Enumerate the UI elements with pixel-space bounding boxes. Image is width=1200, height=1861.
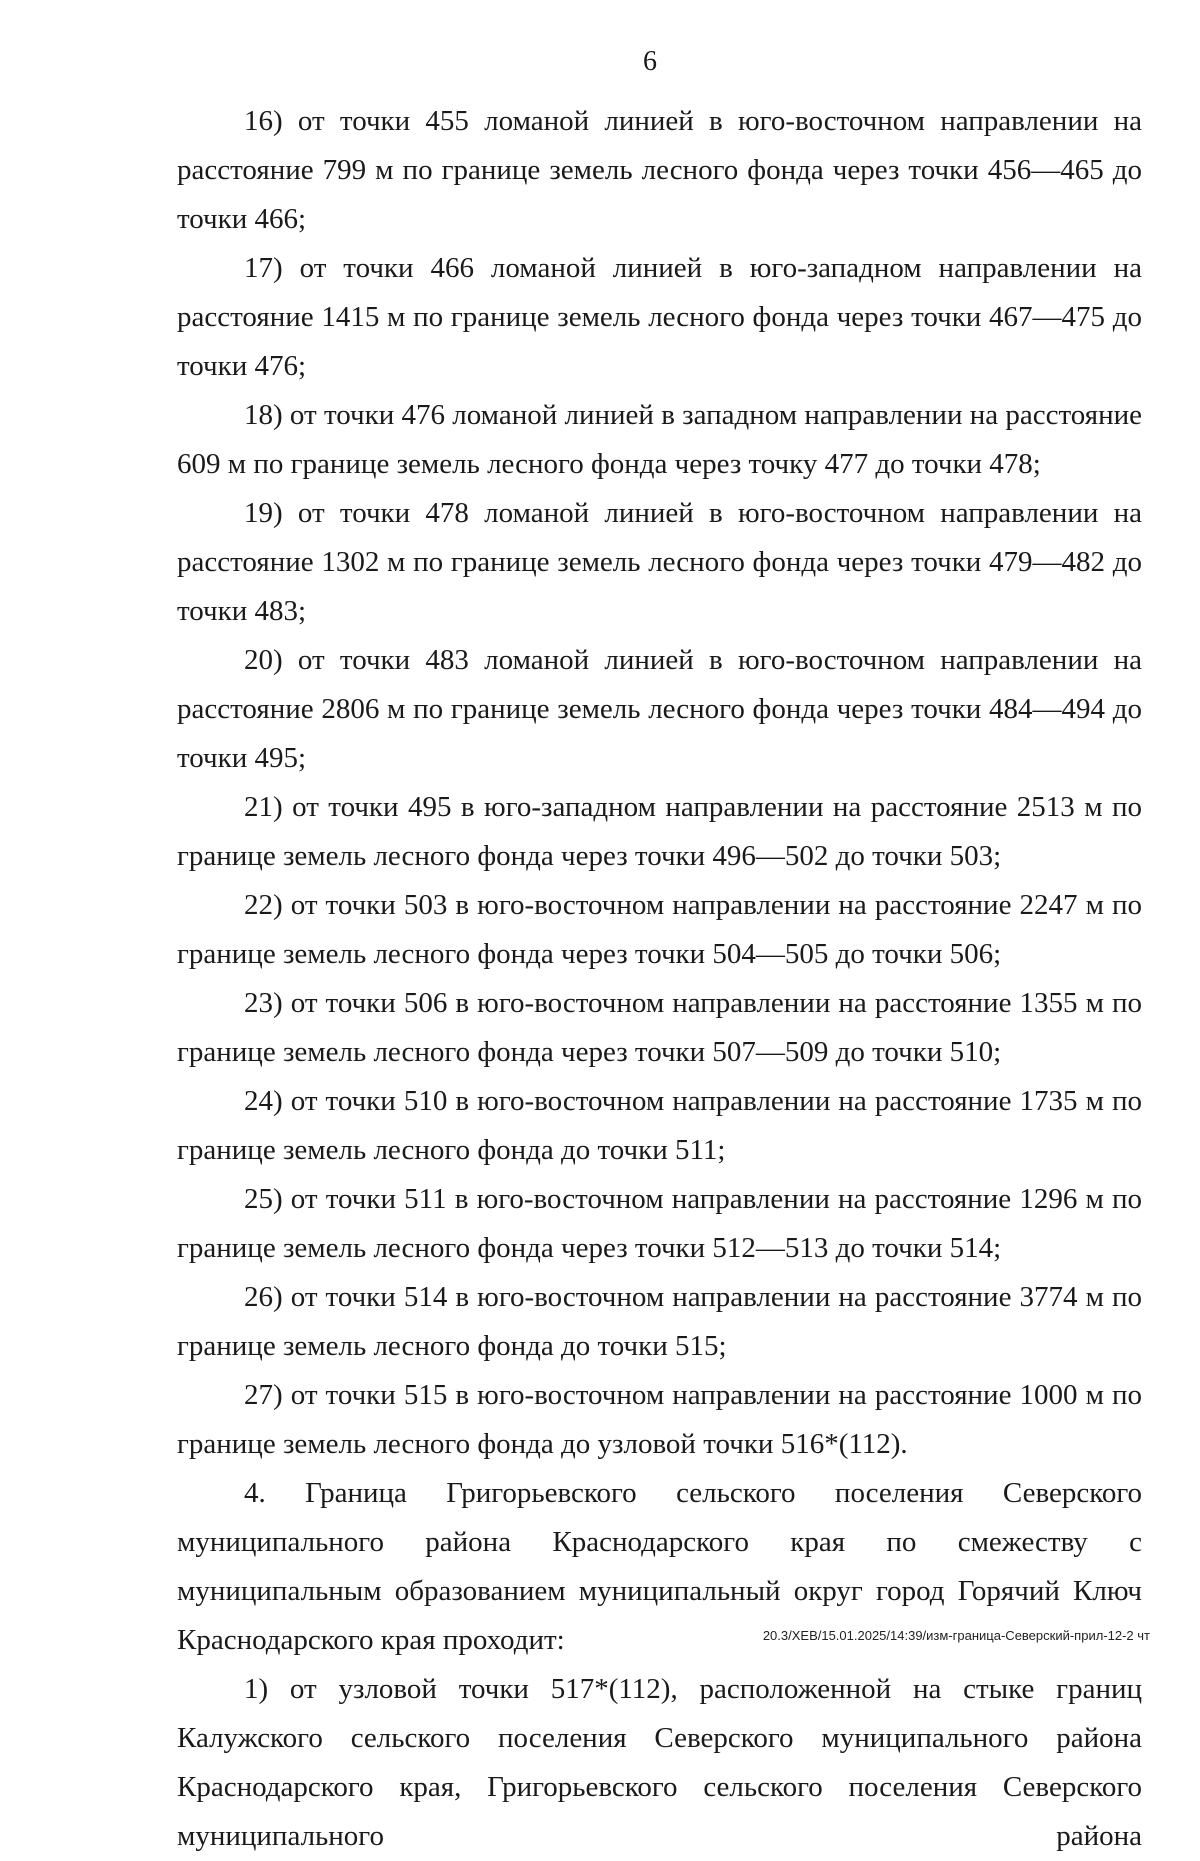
paragraph-24: 24) от точки 510 в юго-восточном направлении на расстояние 1735 м по границе земель лесного фонда до точки 511; [177,1085,1142,1166]
page-number: 6 [643,46,657,77]
paragraph-20: 20) от точки 483 ломаной линией в юго-восточном направлении на расстояние 2806 м по границе земель лесного фонда через точки 484—494 до точки 495; [177,644,1142,774]
paragraph-23: 23) от точки 506 в юго-восточном направлении на расстояние 1355 м по границе земель лесного фонда через точки 507—509 до точки 510; [177,987,1142,1068]
section-4-item-1: 1) от узловой точки 517*(112), расположенной на стыке границ Калужского сельского поселения Северского муниципального района Краснодарского края, Григорьевского сельского поселения Северского муниципального района [177,1673,1142,1852]
document-body [177,97,1142,1861]
paragraph-18: 18) от точки 476 ломаной линией в западном направлении на расстояние 609 м по границе земель лесного фонда через точку 477 до точки 478; [177,399,1142,480]
paragraph-19: 19) от точки 478 ломаной линией в юго-восточном направлении на расстояние 1302 м по границе земель лесного фонда через точки 479—482 до точки 483; [177,497,1142,627]
paragraph-16: 16) от точки 455 ломаной линией в юго-восточном направлении на расстояние 799 м по границе земель лесного фонда через точки 456—465 до точки 466; [177,105,1142,235]
document-footer-code: 20.3/ХЕВ/15.01.2025/14:39/изм-граница-Северский-прил-12-2 чт [762,1628,1150,1643]
paragraph-27: 27) от точки 515 в юго-восточном направлении на расстояние 1000 м по границе земель лесного фонда до узловой точки 516*(112). [177,1379,1142,1460]
paragraph-21: 21) от точки 495 в юго-западном направлении на расстояние 2513 м по границе земель лесного фонда через точки 496—502 до точки 503; [177,791,1142,872]
paragraph-22: 22) от точки 503 в юго-восточном направлении на расстояние 2247 м по границе земель лесного фонда через точки 504—505 до точки 506; [177,889,1142,970]
paragraph-17: 17) от точки 466 ломаной линией в юго-западном направлении на расстояние 1415 м по границе земель лесного фонда через точки 467—475 до точки 476; [177,252,1142,382]
section-4-heading-paragraph: 4. Граница Григорьевского сельского поселения Северского муниципального района Краснодарского края по смежеству с муниципальным образованием муниципальный округ город Горячий Ключ Краснодарского края проходит: [177,1477,1142,1656]
paragraph-25: 25) от точки 511 в юго-восточном направлении на расстояние 1296 м по границе земель лесного фонда через точки 512—513 до точки 514; [177,1183,1142,1264]
paragraph-26: 26) от точки 514 в юго-восточном направлении на расстояние 3774 м по границе земель лесного фонда до точки 515; [177,1281,1142,1362]
